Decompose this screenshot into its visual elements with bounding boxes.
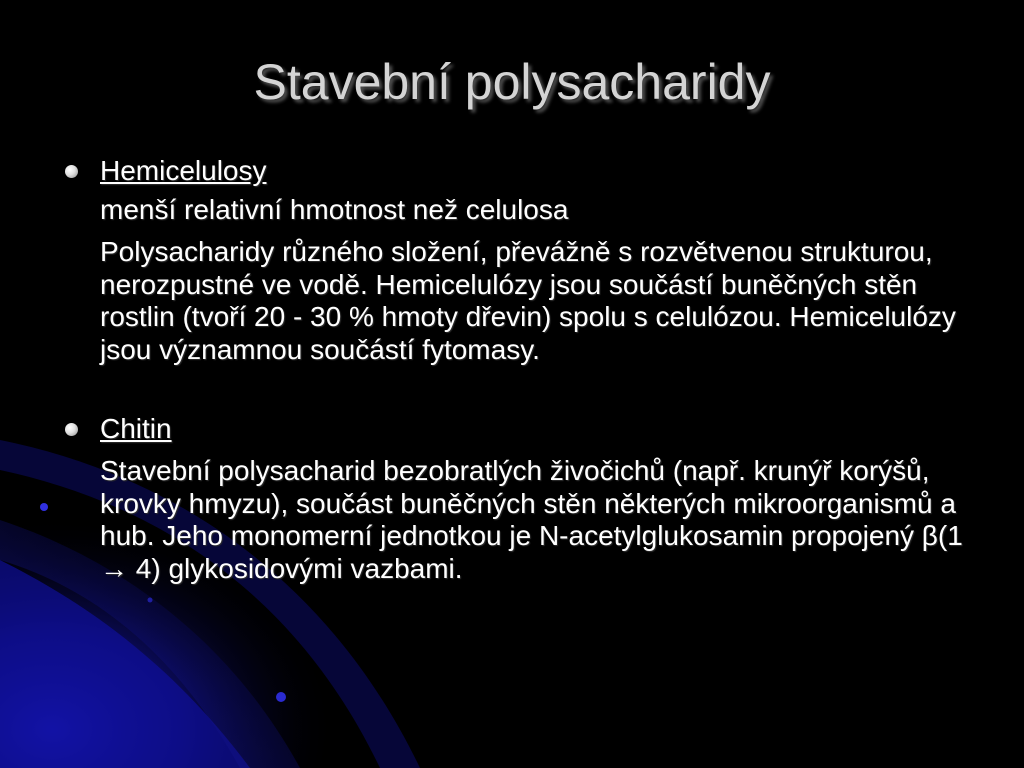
slide-title: Stavební polysacharidy bbox=[253, 54, 771, 110]
heading-hemicelulosy: Hemicelulosy bbox=[100, 155, 267, 186]
paragraph-hemicelulosy-2: Polysacharidy různého složení, převážně s rozvětvenou strukturou, nerozpustné ve vodě. Hemicelulózy jsou součástí buněčných stěn rostlin (tvoří 20 - 30 % hmoty dřevin) spolu s celulózou. Hemicelulózy jsou významnou součástí fytomasy. bbox=[100, 236, 956, 365]
bullet-icon bbox=[65, 165, 78, 178]
heading-chitin: Chitin bbox=[100, 413, 172, 444]
paragraph-hemicelulosy-1: menší relativní hmotnost než celulosa bbox=[100, 194, 569, 225]
bullet-icon bbox=[65, 423, 78, 436]
paragraph-chitin-1: Stavební polysacharid bezobratlých živočichů (např. krunýř korýšů, krovky hmyzu), součást buněčných stěn některých mikroorganismů a hub. Jeho monomerní jednotkou je N-acetylglukosamin propojený β(1 → 4) glykosidovými vazbami. bbox=[100, 455, 963, 584]
